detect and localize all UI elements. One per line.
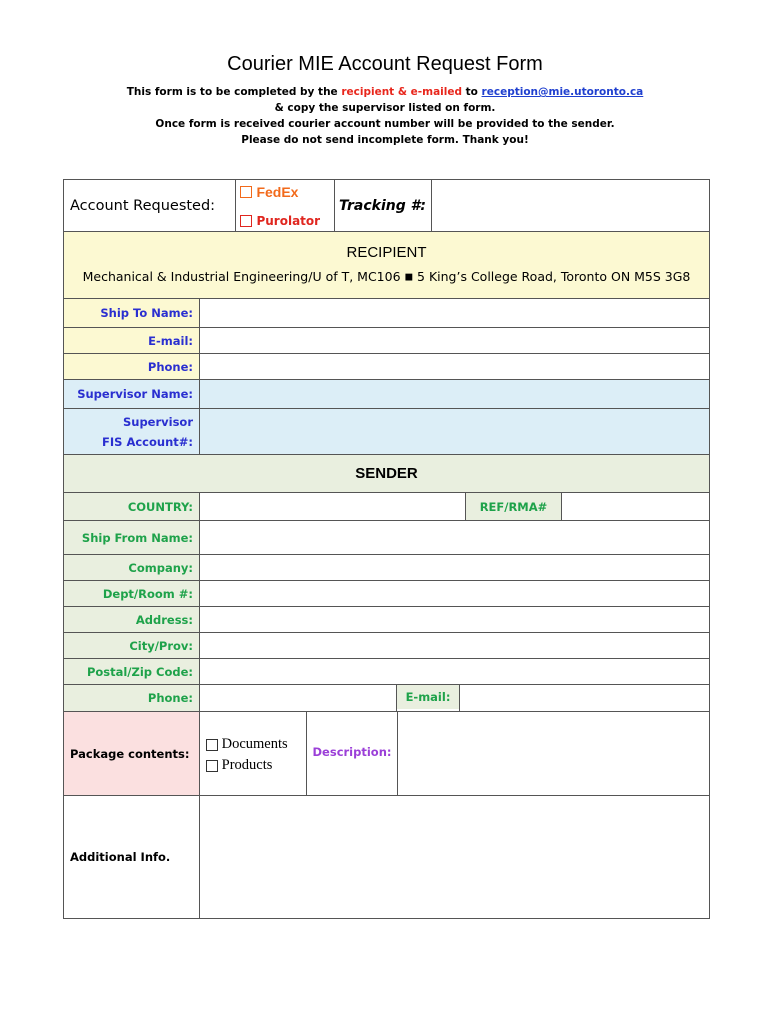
- instructions-line-3: Once form is received courier account number will be provided to the sender.: [155, 118, 615, 130]
- instructions-line-4: Please do not send incomplete form. Thank you!: [241, 134, 529, 146]
- dept-room-label: Dept/Room #:: [64, 581, 199, 606]
- products-option[interactable]: Products: [206, 755, 306, 776]
- package-type-options: [200, 712, 306, 795]
- additional-info-input[interactable]: [200, 796, 709, 917]
- postal-code-input[interactable]: [200, 659, 709, 684]
- sender-heading: SENDER: [355, 465, 418, 482]
- ship-from-input[interactable]: [200, 521, 709, 554]
- purolator-option[interactable]: [240, 212, 335, 230]
- account-requested-label: Account Requested:: [70, 197, 216, 214]
- country-input[interactable]: [200, 493, 465, 520]
- dept-room-input[interactable]: [200, 581, 709, 606]
- sender-phone-input[interactable]: [200, 685, 396, 711]
- recipient-emailed-highlight: recipient & e-mailed: [341, 86, 462, 98]
- form-instructions: [0, 84, 770, 148]
- country-label: COUNTRY:: [64, 493, 199, 520]
- recipient-phone-input[interactable]: [200, 354, 709, 379]
- fedex-option[interactable]: [240, 183, 335, 203]
- city-prov-label: City/Prov:: [64, 633, 199, 658]
- recipient-email-label: E-mail:: [64, 328, 199, 353]
- documents-option[interactable]: Documents: [206, 734, 306, 755]
- instructions-line-2: & copy the supervisor listed on form.: [274, 102, 496, 114]
- fedex-checkbox[interactable]: [240, 186, 252, 198]
- recipient-email-input[interactable]: [200, 328, 709, 353]
- fedex-label: FedEx: [256, 183, 299, 200]
- recipient-address: Mechanical & Industrial Engineering/U of T, MC106 ■ 5 King’s College Road, Toronto ON M5S 3G8: [82, 269, 691, 284]
- products-checkbox[interactable]: [206, 760, 218, 772]
- form-title: Courier MIE Account Request Form: [227, 53, 543, 75]
- sender-email-input[interactable]: [460, 685, 709, 711]
- purolator-label: Purolator: [256, 213, 321, 228]
- tracking-label: Tracking #:: [339, 197, 426, 214]
- package-contents-label: Package contents:: [64, 712, 199, 795]
- fis-account-input[interactable]: [200, 409, 709, 454]
- postal-code-label: Postal/Zip Code:: [64, 659, 199, 684]
- description-input[interactable]: [398, 712, 709, 795]
- supervisor-name-label: Supervisor Name:: [64, 380, 199, 408]
- ref-rma-label: REF/RMA#: [466, 493, 561, 520]
- bullet-icon: ■: [404, 272, 414, 283]
- purolator-checkbox[interactable]: [240, 215, 252, 227]
- ref-rma-input[interactable]: [562, 493, 709, 520]
- supervisor-name-input[interactable]: [200, 380, 709, 408]
- ship-from-label: Ship From Name:: [64, 521, 199, 554]
- sender-phone-label: Phone:: [64, 685, 199, 711]
- additional-info-label: Additional Info.: [70, 849, 171, 864]
- instructions-line-1: This form is to be completed by the recipient & e-mailed to reception@mie.utoronto.ca: [126, 86, 644, 98]
- company-label: Company:: [64, 555, 199, 580]
- city-prov-input[interactable]: [200, 633, 709, 658]
- tracking-input[interactable]: [432, 180, 709, 231]
- description-label: Description:: [312, 745, 392, 759]
- recipient-phone-label: Phone:: [64, 354, 199, 379]
- recipient-heading: RECIPIENT: [346, 244, 427, 261]
- ship-to-label: Ship To Name:: [64, 299, 199, 327]
- sender-email-label: E-mail:: [397, 685, 459, 709]
- documents-checkbox[interactable]: [206, 739, 218, 751]
- ship-to-input[interactable]: [200, 299, 709, 327]
- account-requested-row: [63, 179, 710, 232]
- company-input[interactable]: [200, 555, 709, 580]
- reception-email-link[interactable]: reception@mie.utoronto.ca: [481, 86, 644, 98]
- recipient-section: [64, 232, 709, 298]
- address-input[interactable]: [200, 607, 709, 632]
- sender-section-header: [64, 455, 709, 492]
- address-label: Address:: [64, 607, 199, 632]
- fis-account-label: Supervisor FIS Account#:: [64, 409, 199, 454]
